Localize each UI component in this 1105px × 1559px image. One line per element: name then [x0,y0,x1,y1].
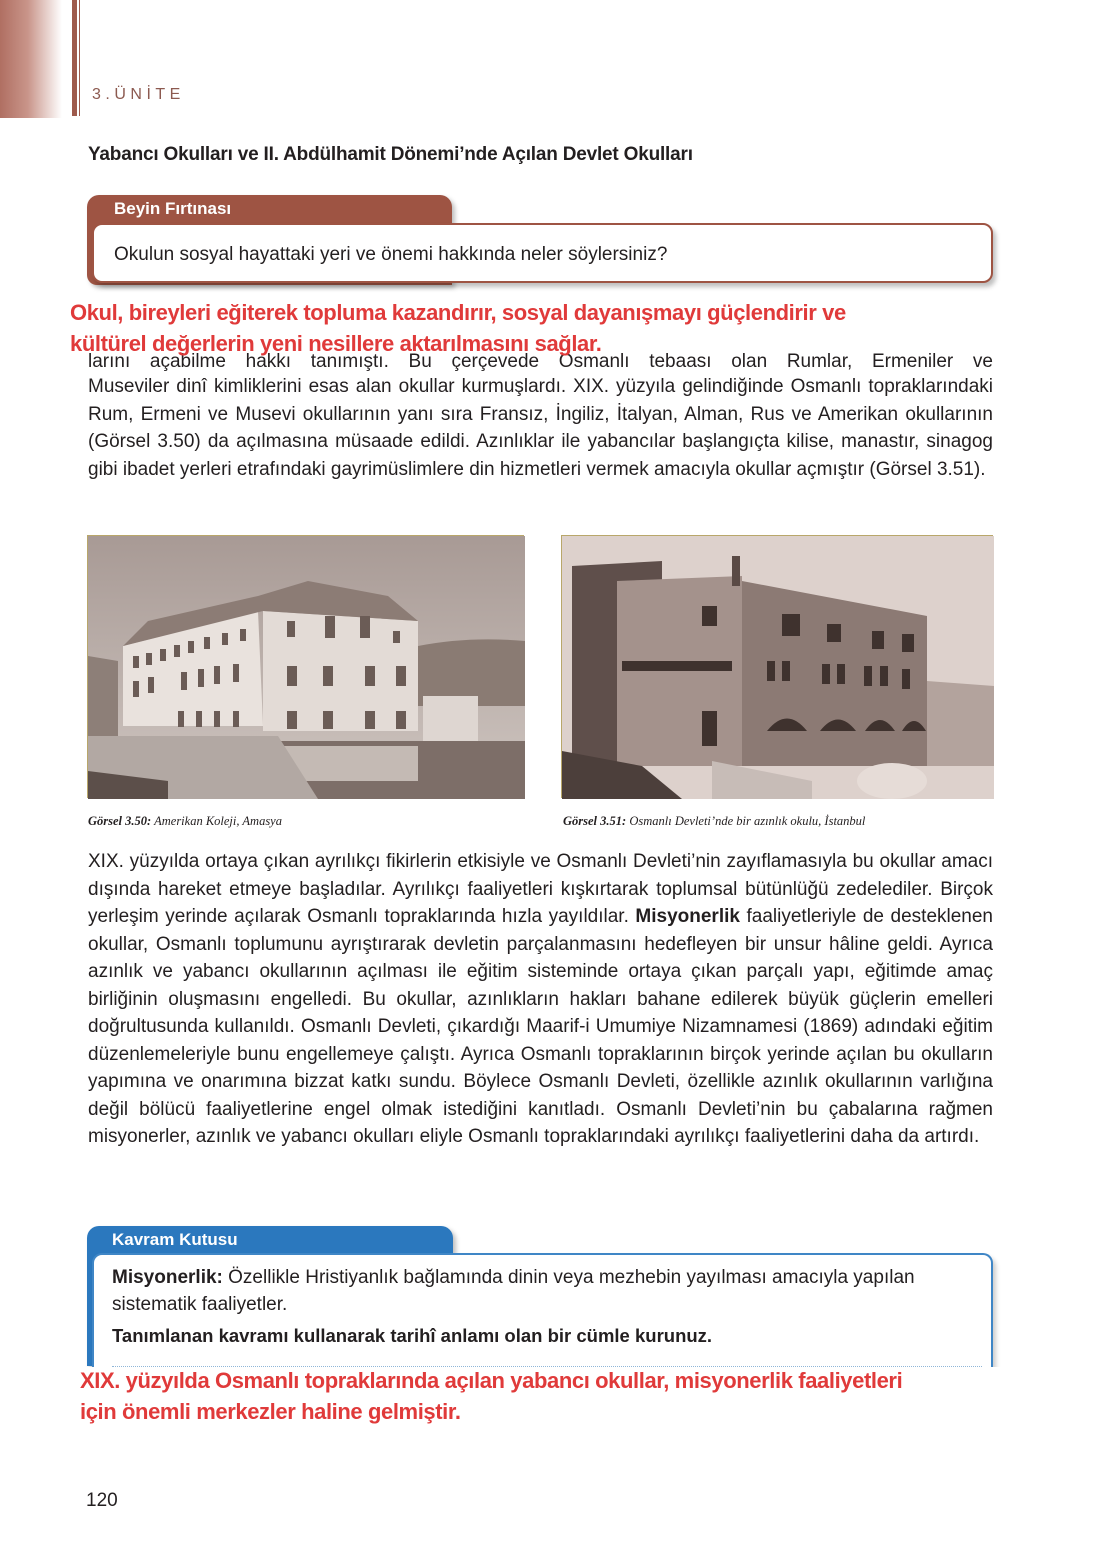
concept-answer-line-2: için önemli merkezler haline gelmiştir. [80,1399,461,1424]
section-title: Yabancı Okulları ve II. Abdülhamit Dönemi’nde Açılan Devlet Okulları [88,144,693,165]
header-rule-thin [79,0,80,116]
paragraph-2-text-a: XIX. yüzyılda ortaya çıkan ayrılıkçı fikirlerin etkisiyle ve Osmanlı Devleti’nin zayıflamasıyla bu okullar amacı dışında hareket etmeye başladılar. Ayrılıkçı faaliyetleri kışkırtarak toplumsal bütünlüğü zedelediler. Birçok yerleşim yerinde açılarak Osmanlı topraklarında hızla yayıldılar. [88,851,993,927]
paragraph-1: Museviler dinî kimliklerini esas alan okullar kurmuşlardı. XIX. yüzyıla gelindiğinde Osmanlı topraklarındaki Rum, Ermeni ve Musevi okullarının yanı sıra Fransız, İngiliz, İtalyan, Alman, Rus ve Amerikan okullarının (Görsel 3.50) da açılmasına müsaade edildi. Azınlıklar ile yabancılar başlangıçta kilise, manastır, sinagog gibi ibadet yerleri etrafındaki gayrimüslimlere din hizmetleri vermek amacıyla okullar açmıştır (Görsel 3.51). [88,376,993,480]
brainstorm-answer-line-2: kültürel değerlerin yeni nesillere aktarılmasını sağlar. [70,331,602,356]
unit-label: 3.ÜNİTE [92,86,185,103]
concept-term: Misyonerlik: [112,1267,223,1288]
photo-american-college-amasya [87,535,524,798]
header-rule-thick [72,0,77,116]
concept-definition [112,1264,982,1318]
brainstorm-question: Okulun sosyal hayattaki yeri ve önemi hakkında neler söylersiniz? [114,244,668,265]
figure-caption-text: Osmanlı Devleti’nde bir azınlık okulu, İstanbul [626,814,866,828]
concept-box-label: Kavram Kutusu [112,1230,238,1249]
corner-decoration [0,0,62,118]
paragraph-2-text-b: faaliyetleriyle de desteklenen okullar, Osmanlı toplumunu ayrıştırarak devletin parçalanmasını hedefleyen bir unsur hâline geldi. Ayrıca azınlık ve yabancı okullarının açılması ile eğitim sisteminde ortaya çıkan parçalı yapı, eğitimde amaç birliğinin oluşmasını engelledi. Bu okullar, azınlıkların hakları bahane edilerek büyük güçlerin emelleri doğrultusunda kullanıldı. Osmanlı Devleti, çıkardığı Maarif-i Umumiye Nizamnamesi (1869) adındaki eğitim düzenlemeleriyle bunu engellemeye çalıştı. Ayrıca Osmanlı topraklarının birçok yerinde açılan bu okulların yapımına ve onarımına bizzat katkı sundu. Böylece Osmanlı Devleti, özellikle azınlık okullarının varlığına değil bölücü faaliyetlerine engel olmak istediğini kanıtladı. Osmanlı Devleti’nin bu çabalarına rağmen misyonerler, azınlık ve yabancı okulları eliyle Osmanlı topraklarındaki ayrılıkçı faaliyetlerini daha da artırdı. [88,906,994,1147]
concept-answer-line-1: XIX. yüzyılda Osmanlı topraklarında açılan yabancı okullar, misyonerlik faaliyetleri [80,1368,903,1393]
concept-answer [80,1365,1080,1427]
figure-label: Görsel 3.50: [88,814,152,828]
brainstorm-answer-line-1: Okul, bireyleri eğiterek topluma kazandırır, sosyal dayanışmayı güçlendirir ve [70,300,846,325]
building-photo-icon [562,536,994,799]
concept-task: Tanımlanan kavramı kullanarak tarihî anlamı olan bir cümle kurunuz. [112,1325,713,1346]
building-photo-icon [88,536,525,799]
figure-caption-3-51 [563,814,865,829]
figure-caption-3-50 [88,814,282,829]
concept-definition-text: Özellikle Hristiyanlık bağlamında dinin veya mezhebin yayılması amacıyla yapılan sistematik faaliyetler. [112,1267,915,1315]
photo-minority-school-istanbul [561,535,993,798]
page-number: 120 [86,1490,118,1511]
brainstorm-label: Beyin Fırtınası [114,199,232,218]
figure-label: Görsel 3.51: [563,814,627,828]
paragraph-2 [88,848,993,1151]
brainstorm-answer [70,297,1050,359]
keyword-missionary: Misyonerlik [635,906,740,927]
clipped-line: larını açabilme hakkı tanımıştı. Bu çerçevede Osmanlı tebaası olan Rumlar, Ermeniler ve [88,351,993,372]
figure-caption-text: Amerikan Koleji, Amasya [151,814,282,828]
